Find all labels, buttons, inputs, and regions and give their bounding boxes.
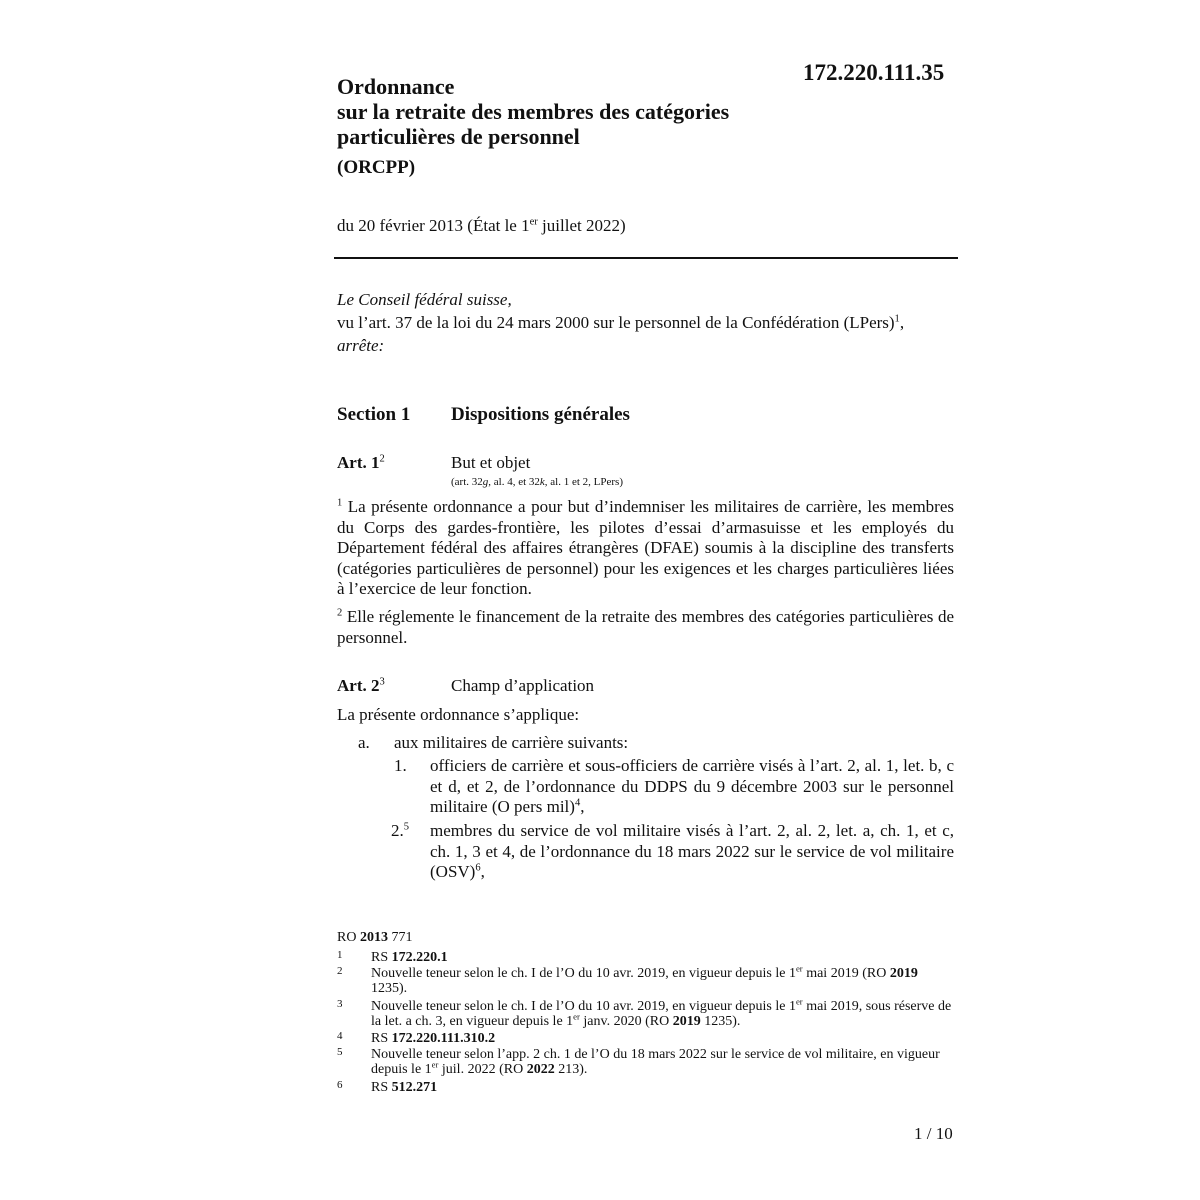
article-heading	[337, 676, 937, 696]
footnote-number: 3	[337, 998, 343, 1010]
section-title: Dispositions générales	[451, 404, 630, 425]
header-divider	[334, 257, 958, 259]
section-label: Section 1	[337, 404, 411, 425]
preamble-decree: arrête:	[337, 336, 385, 355]
preamble	[337, 288, 957, 357]
preamble-authority: Le Conseil fédéral suisse,	[337, 290, 512, 309]
footnote-text: RS 172.220.1	[371, 950, 448, 965]
page-number: 1 / 10	[914, 1124, 953, 1143]
article-legal-reference: (art. 32g, al. 4, et 32k, al. 1 et 2, LPers)	[451, 476, 623, 488]
footnote-ref[interactable]: 4	[574, 797, 581, 809]
footnote-text: RS 172.220.111.310.2	[371, 1031, 496, 1046]
paragraph-number: 2	[337, 607, 343, 619]
title-line: sur la retraite des membres des catégories	[337, 99, 730, 124]
footnote-text: RS 512.271	[371, 1080, 438, 1095]
footnote-text: Nouvelle teneur selon l’app. 2 ch. 1 de l’O du 18 mars 2022 sur le service de vol militaire, en vigueur depuis le 1er juil. 2022 (RO 2022 213).	[371, 1047, 940, 1077]
date-prefix: du 20 février 2013 (État le 1	[337, 216, 530, 235]
list-marker: a.	[358, 733, 370, 752]
paragraph: La présente ordonnance s’applique:	[337, 705, 580, 724]
preamble-basis: vu l’art. 37 de la loi du 24 mars 2000 sur le personnel de la Confédération (LPers)$^1$,	[337, 313, 905, 332]
article-title: But et objet	[451, 453, 531, 472]
footnote-ref[interactable]: 3	[379, 676, 385, 688]
list-text: aux militaires de carrière suivants:	[394, 733, 629, 752]
list-text: officiers de carrière et sous-officiers de carrière visés à l’art. 2, al. 1, let. b, c et d, et 2, de l’ordonnance du DDPS du 9 décembre 2003 sur le personnel militaire (O pers mil)$^4$,	[430, 756, 954, 817]
date-ordinal: er	[529, 216, 538, 228]
footnote-number: 6	[337, 1079, 343, 1091]
footnote-ref[interactable]: 1	[894, 313, 900, 325]
list-marker: 1.	[394, 756, 407, 775]
footnote-ref[interactable]: 6	[475, 862, 481, 874]
footnote-text: Nouvelle teneur selon le ch. I de l’O du 10 avr. 2019, en vigueur depuis le 1er mai 2019 (RO 2019 1235).	[371, 963, 918, 996]
list-text: membres du service de vol militaire visés à l’art. 2, al. 2, let. a, ch. 1, et c, ch. 1, 3 et 4, de l’ordonnance du 18 mars 2022 sur le service de vol militaire (OSV)$^6$,	[430, 821, 954, 882]
paragraph-number: 1	[337, 497, 343, 509]
footnote-number: 2	[337, 965, 343, 977]
paragraph: $^2$ Elle réglemente le financement de la retraite des membres des catégories particulières de personnel.	[337, 607, 954, 647]
footnote-text: Nouvelle teneur selon le ch. I de l’O du 10 avr. 2019, en vigueur depuis le 1er mai 2019, sous réserve de la let. a ch. 3, en vigueur depuis le 1er janv. 2020 (RO 2019 1235).	[371, 996, 952, 1029]
footnote-ref[interactable]: 5	[403, 821, 410, 833]
article-heading	[337, 453, 937, 473]
date-suffix: juillet 2022)	[537, 216, 626, 235]
footnote-number: 1	[337, 949, 343, 961]
footnote-number: 5	[337, 1046, 343, 1058]
document-title	[337, 74, 797, 180]
paragraph: $^1$ La présente ordonnance a pour but d’indemniser les militaires de carrière, les membres du Corps des gardes-frontière, les pilotes d’essai d’armasuisse et les employés du Département fédéral des affaires étrangères (DFAE) soumis à la discipline des transferts (catégories particulières de personnel) pour les exigences et les charges particulières liées à l’exercice de leur fonction.	[337, 497, 954, 599]
list-marker: 2.$^5$	[391, 821, 410, 840]
article-title: Champ d’application	[451, 676, 595, 695]
title-line: Ordonnance	[337, 74, 455, 99]
date-line	[337, 216, 626, 236]
section-heading	[337, 404, 630, 426]
law-number: 172.220.111.35	[803, 60, 945, 85]
publication-source: RO 2013 771	[337, 930, 413, 945]
footnote-ref[interactable]: 2	[379, 453, 385, 465]
article-label: Art. 2	[337, 676, 380, 695]
footnote-number: 4	[337, 1030, 343, 1042]
article-label: Art. 1	[337, 453, 380, 472]
title-abbreviation: (ORCPP)	[337, 157, 416, 178]
title-line: particulières de personnel	[337, 124, 580, 149]
